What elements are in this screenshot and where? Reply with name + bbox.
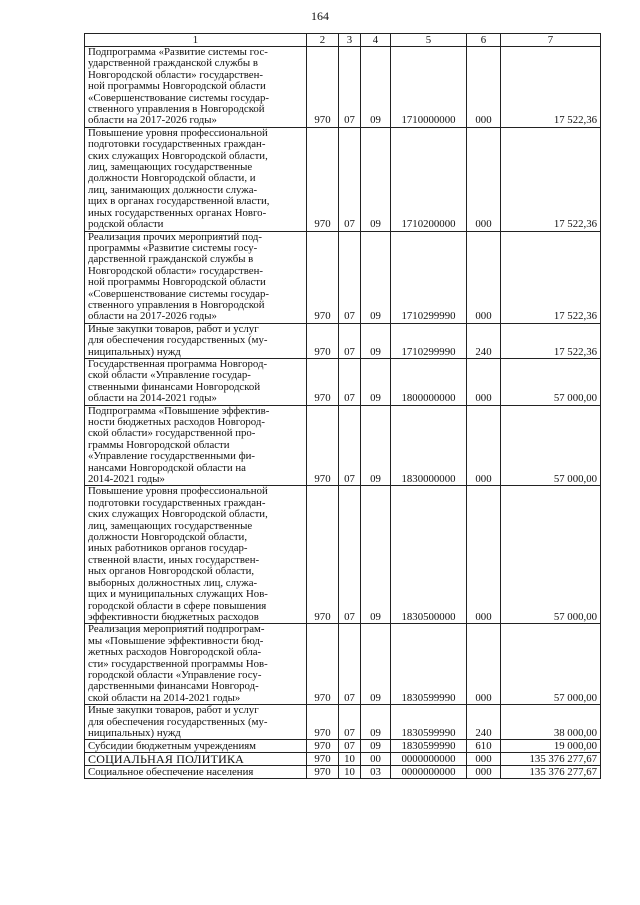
row-code-section: 07 (339, 358, 361, 405)
row-code-target: 1830599990 (391, 740, 467, 753)
row-code-subsection: 09 (361, 358, 391, 405)
row-code-subsection: 09 (361, 486, 391, 624)
row-code-admin: 970 (307, 231, 339, 323)
row-name: Подпрограмма «Развитие системы гос- ударственной гражданской службы в Новгородской области» государствен- ной программы Новгородской области «Совершенствование системы государ- ственного управления в Новгородской области на 2017-2026 годы» (85, 47, 307, 128)
row-code-section: 07 (339, 127, 361, 231)
row-code-expense-type: 610 (467, 740, 501, 753)
table-row (85, 740, 601, 753)
table-row (85, 231, 601, 323)
row-code-section: 07 (339, 47, 361, 128)
row-code-admin: 970 (307, 624, 339, 705)
row-code-target: 1830500000 (391, 486, 467, 624)
row-code-target: 1710299990 (391, 323, 467, 358)
row-code-expense-type: 000 (467, 231, 501, 323)
row-amount: 135 376 277,67 (501, 766, 601, 779)
row-code-expense-type: 000 (467, 753, 501, 766)
row-code-expense-type: 000 (467, 127, 501, 231)
row-amount: 57 000,00 (501, 405, 601, 486)
row-amount: 17 522,36 (501, 47, 601, 128)
header-col-7: 7 (501, 34, 601, 47)
row-amount: 57 000,00 (501, 358, 601, 405)
row-code-subsection: 03 (361, 766, 391, 779)
row-code-expense-type: 000 (467, 47, 501, 128)
row-code-subsection: 09 (361, 127, 391, 231)
row-amount: 38 000,00 (501, 705, 601, 740)
row-amount: 135 376 277,67 (501, 753, 601, 766)
table-row (85, 486, 601, 624)
row-name: СОЦИАЛЬНАЯ ПОЛИТИКА (85, 753, 307, 766)
row-name: Повышение уровня профессиональной подготовки государственных граждан- ских служащих Новгородской области, лиц, замещающих государственные должности Новгородской области, и лиц, занимающих должности служа- щих в органах государственной власти, иных государственных органах Новго- родской области (85, 127, 307, 231)
row-code-section: 10 (339, 753, 361, 766)
table-row (85, 766, 601, 779)
row-code-expense-type: 000 (467, 358, 501, 405)
row-code-admin: 970 (307, 740, 339, 753)
row-code-admin: 970 (307, 753, 339, 766)
budget-table (84, 33, 601, 779)
row-code-target: 0000000000 (391, 766, 467, 779)
row-name: Социальное обеспечение населения (85, 766, 307, 779)
header-row (85, 34, 601, 47)
row-name: Иные закупки товаров, работ и услуг для обеспечения государственных (му- ниципальных) нужд (85, 323, 307, 358)
row-name: Субсидии бюджетным учреждениям (85, 740, 307, 753)
table-body (85, 47, 601, 779)
header-col-1: 1 (85, 34, 307, 47)
table-row (85, 127, 601, 231)
row-code-admin: 970 (307, 47, 339, 128)
row-code-target: 1830599990 (391, 624, 467, 705)
row-code-target: 1830599990 (391, 705, 467, 740)
row-amount: 17 522,36 (501, 231, 601, 323)
row-amount: 17 522,36 (501, 127, 601, 231)
table-row (85, 405, 601, 486)
table-row (85, 47, 601, 128)
row-code-subsection: 09 (361, 624, 391, 705)
row-code-subsection: 09 (361, 705, 391, 740)
row-code-section: 07 (339, 323, 361, 358)
row-code-target: 1710299990 (391, 231, 467, 323)
row-code-section: 07 (339, 740, 361, 753)
header-col-4: 4 (361, 34, 391, 47)
row-code-section: 07 (339, 486, 361, 624)
page-number: 164 (311, 9, 329, 23)
row-code-admin: 970 (307, 766, 339, 779)
row-code-subsection: 09 (361, 405, 391, 486)
row-name: Реализация прочих мероприятий под- программы «Развитие системы госу- дарственной гражданской службы в Новгородской области» государствен- ной программы Новгородской области «Совершенствование системы государ- ственного управления в Новгородской области на 2017-2026 годы» (85, 231, 307, 323)
table-row (85, 624, 601, 705)
row-code-section: 10 (339, 766, 361, 779)
header-col-3: 3 (339, 34, 361, 47)
row-amount: 57 000,00 (501, 486, 601, 624)
row-code-section: 07 (339, 405, 361, 486)
row-code-subsection: 09 (361, 231, 391, 323)
row-code-admin: 970 (307, 705, 339, 740)
row-name: Повышение уровня профессиональной подготовки государственных граждан- ских служащих Новгородской области, лиц, замещающих государственные должности Новгородской области, иных работников органов государ- ственной власти, иных государствен- ных органов Новгородской области, выборных должностных лиц, служа- щих и муниципальных служащих Нов- городской области в сфере повышения эффективности бюджетных расходов (85, 486, 307, 624)
table-row (85, 323, 601, 358)
row-code-expense-type: 240 (467, 705, 501, 740)
table-row (85, 705, 601, 740)
row-code-target: 1800000000 (391, 358, 467, 405)
row-amount: 19 000,00 (501, 740, 601, 753)
row-code-admin: 970 (307, 323, 339, 358)
row-code-expense-type: 000 (467, 624, 501, 705)
row-code-expense-type: 000 (467, 766, 501, 779)
header-col-2: 2 (307, 34, 339, 47)
row-amount: 57 000,00 (501, 624, 601, 705)
row-code-admin: 970 (307, 486, 339, 624)
table-row (85, 358, 601, 405)
row-code-admin: 970 (307, 358, 339, 405)
row-code-target: 1710200000 (391, 127, 467, 231)
row-code-subsection: 09 (361, 47, 391, 128)
row-name: Иные закупки товаров, работ и услуг для обеспечения государственных (му- ниципальных) нужд (85, 705, 307, 740)
table-row (85, 753, 601, 766)
row-code-target: 0000000000 (391, 753, 467, 766)
row-code-section: 07 (339, 705, 361, 740)
row-code-admin: 970 (307, 127, 339, 231)
row-code-target: 1710000000 (391, 47, 467, 128)
row-code-section: 07 (339, 231, 361, 323)
row-code-target: 1830000000 (391, 405, 467, 486)
row-name: Реализация мероприятий подпрограм- мы «Повышение эффективности бюд- жетных расходов Новгородской обла- сти» государственной программы Нов- городской области «Управление госу- дарственными финансами Новгород- ской области на 2014-2021 годы» (85, 624, 307, 705)
row-amount: 17 522,36 (501, 323, 601, 358)
row-code-subsection: 09 (361, 323, 391, 358)
row-code-expense-type: 000 (467, 486, 501, 624)
header-col-6: 6 (467, 34, 501, 47)
row-code-section: 07 (339, 624, 361, 705)
row-name: Государственная программа Новгород- ской области «Управление государ- ственными финансами Новгородской области на 2014-2021 годы» (85, 358, 307, 405)
row-code-subsection: 00 (361, 753, 391, 766)
row-code-expense-type: 240 (467, 323, 501, 358)
row-code-subsection: 09 (361, 740, 391, 753)
row-code-expense-type: 000 (467, 405, 501, 486)
header-col-5: 5 (391, 34, 467, 47)
row-code-admin: 970 (307, 405, 339, 486)
row-name: Подпрограмма «Повышение эффектив- ности бюджетных расходов Новгород- ской области» государственной про- граммы Новгородской области «Управление государственными фи- нансами Новгородской области на 2014-2021 годы» (85, 405, 307, 486)
